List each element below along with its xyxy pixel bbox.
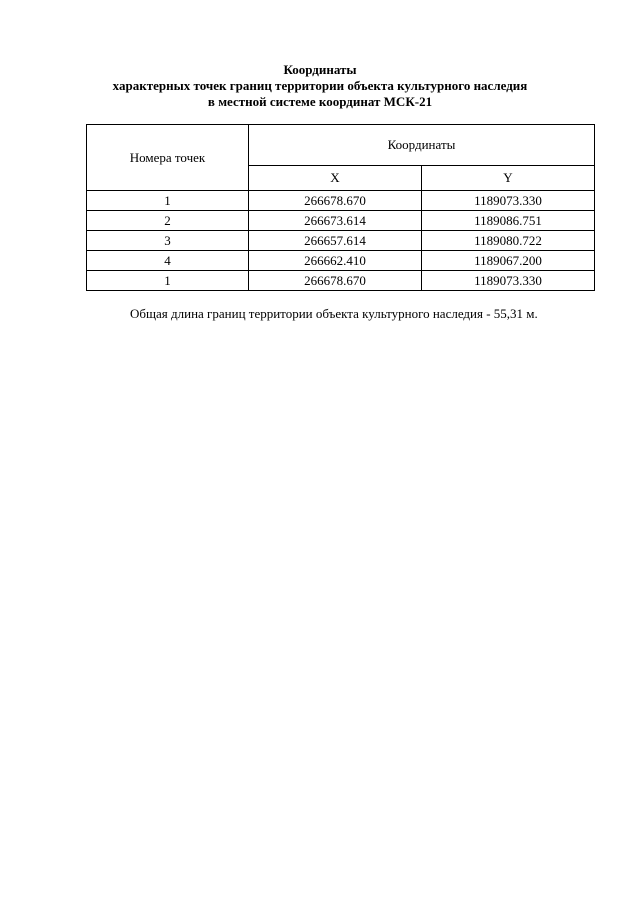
point-number: 3 [87,231,249,251]
point-number: 1 [87,191,249,211]
table-row [87,271,595,291]
coord-x: 266678.670 [249,271,422,291]
point-number: 1 [87,271,249,291]
title-line-2: характерных точек границ территории объекта культурного наследия [112,78,528,93]
table-row [87,251,595,271]
point-number: 2 [87,211,249,231]
coord-x: 266678.670 [249,191,422,211]
coord-y: 1189086.751 [422,211,595,231]
coord-x: 266662.410 [249,251,422,271]
header-coordinates: Координаты [249,125,595,166]
header-x: X [249,166,422,191]
coord-y: 1189067.200 [422,251,595,271]
coordinates-table [86,124,595,291]
coord-y: 1189080.722 [422,231,595,251]
header-point-numbers: Номера точек [87,125,249,191]
table-row [87,231,595,251]
coord-y: 1189073.330 [422,191,595,211]
table-row [87,211,595,231]
title-line-3: в местной системе координат МСК-21 [207,94,433,109]
coord-x: 266673.614 [249,211,422,231]
coord-y: 1189073.330 [422,271,595,291]
document-title [0,62,640,110]
total-boundary-length: Общая длина границ территории объекта культурного наследия - 55,31 м. [130,306,538,321]
title-line-1: Координаты [283,62,357,77]
header-y: Y [422,166,595,191]
point-number: 4 [87,251,249,271]
table-row [87,191,595,211]
coord-x: 266657.614 [249,231,422,251]
